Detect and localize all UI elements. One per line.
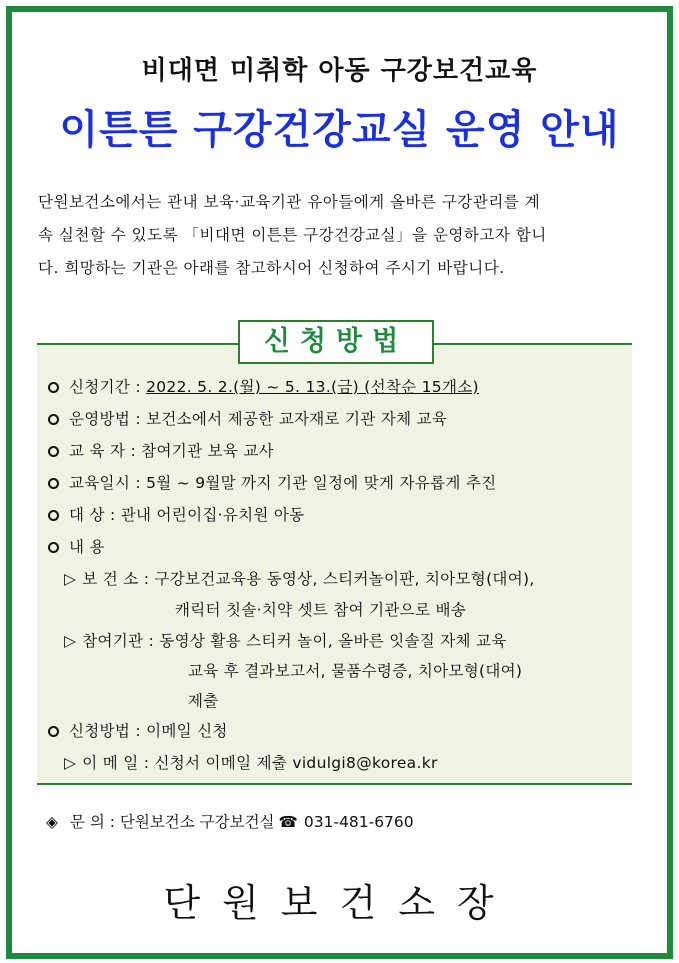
health-center-text-cont: 캐릭터 칫솔·치약 셋트 참여 기관으로 배송 xyxy=(175,601,467,619)
list-subitem-health-center-cont xyxy=(175,600,466,620)
list-subitem-institution-cont xyxy=(188,691,219,711)
institution-text-cont: 제출 xyxy=(188,692,219,710)
circle-bullet-icon xyxy=(48,510,59,521)
circle-bullet-icon xyxy=(48,478,59,489)
list-item-apply-method xyxy=(48,721,228,741)
institution-text-cont: 교육 후 결과보고서, 물품수령증, 치아모형(대여) xyxy=(188,662,523,680)
list-item-educator xyxy=(48,441,274,461)
triangle-bullet-icon: ▷ xyxy=(64,754,77,772)
list-item-period xyxy=(48,377,479,397)
list-subitem-health-center xyxy=(64,569,535,589)
list-item-operation xyxy=(48,409,447,429)
issuer-signature: 단원보건소장 xyxy=(163,881,516,925)
educator-text: 교 육 자 : 참여기관 보육 교사 xyxy=(69,442,274,460)
period-label: 신청기간 : xyxy=(69,378,147,396)
target-text: 대 상 : 관내 어린이집·유치원 아동 xyxy=(69,506,305,524)
contact-phone: 031-481-6760 xyxy=(303,813,414,831)
document-title: 이튼튼 구강건강교실 운영 안내 xyxy=(59,107,620,153)
operation-text: 운영방법 : 보건소에서 제공한 교자재로 기관 자체 교육 xyxy=(69,410,448,428)
triangle-bullet-icon: ▷ xyxy=(64,632,77,650)
intro-paragraph xyxy=(38,186,638,285)
schedule-text: 교육일시 : 5월 ~ 9월말 까지 기관 일정에 맞게 자유롭게 추진 xyxy=(69,474,497,492)
contact-line xyxy=(46,810,414,832)
intro-line: 다. 희망하는 기관은 아래를 참고하시어 신청하여 주시기 바랍니다. xyxy=(38,259,505,277)
triangle-bullet-icon: ▷ xyxy=(64,570,77,588)
email-text: 이 메 일 : 신청서 이메일 제출 vidulgi8@korea.kr xyxy=(82,754,438,772)
circle-bullet-icon xyxy=(48,726,59,737)
document-subtitle: 비대면 미취학 아동 구강보건교육 xyxy=(141,56,538,86)
institution-text: 참여기관 : 동영상 활용 스티커 놀이, 올바른 잇솔질 자체 교육 xyxy=(82,632,507,650)
contact-label: 문 의 : 단원보건소 구강보건실 xyxy=(69,813,275,831)
intro-line: 단원보건소에서는 관내 보육·교육기관 유아들에게 올바른 구강관리를 계 xyxy=(38,193,541,211)
method-section-title: 신청방법 xyxy=(238,320,434,364)
apply-method-text: 신청방법 : 이메일 신청 xyxy=(69,722,228,740)
intro-line: 속 실천할 수 있도록 「비대면 이튼튼 구강건강교실」을 운영하고자 합니 xyxy=(38,226,547,244)
telephone-icon: ☎ xyxy=(278,813,298,831)
list-subitem-institution-cont xyxy=(188,661,522,681)
circle-bullet-icon xyxy=(48,414,59,425)
circle-bullet-icon xyxy=(48,542,59,553)
content-text: 내 용 xyxy=(69,538,105,556)
health-center-text: 보 건 소 : 구강보건교육용 동영상, 스티커놀이판, 치아모형(대여), xyxy=(82,570,535,588)
list-subitem-email xyxy=(64,753,438,773)
list-item-target xyxy=(48,505,304,525)
circle-bullet-icon xyxy=(48,382,59,393)
circle-bullet-icon xyxy=(48,446,59,457)
diamond-bullet-icon: ◈ xyxy=(46,813,58,831)
list-subitem-institution xyxy=(64,631,507,651)
list-item-schedule xyxy=(48,473,496,493)
period-value: 2022. 5. 2.(월) ~ 5. 13.(금) (선착순 15개소) xyxy=(146,378,479,396)
list-item-content xyxy=(48,537,105,557)
